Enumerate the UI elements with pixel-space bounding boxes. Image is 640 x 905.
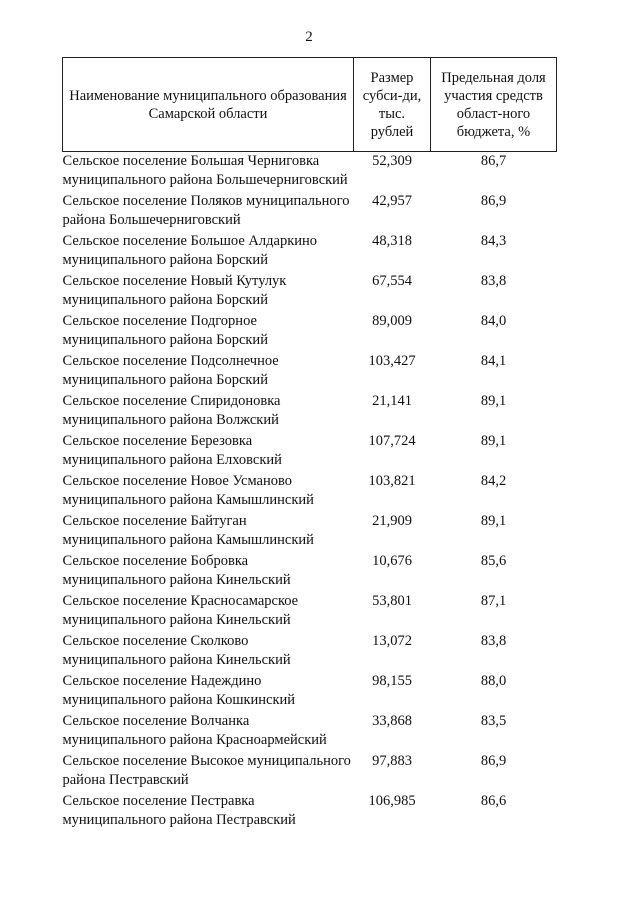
- municipality-name-cell: Сельское поселение Березовка муниципального района Елховский: [62, 433, 282, 468]
- budget-share-cell: 84,3: [480, 233, 507, 249]
- subsidy-amount-cell: 21,141: [372, 393, 412, 409]
- subsidy-amount-cell: 107,724: [368, 433, 416, 449]
- municipality-name-cell: Сельское поселение Сколково муниципального района Кинельский: [62, 633, 291, 668]
- budget-share-cell: 86,9: [480, 193, 507, 209]
- budget-share-cell: 89,1: [480, 513, 507, 529]
- municipality-name-cell: Сельское поселение Новый Кутулук муниципального района Борский: [62, 273, 287, 308]
- subsidy-amount-cell: 48,318: [372, 233, 412, 249]
- municipality-name-cell: Сельское поселение Байтуган муниципального района Камышлинский: [62, 513, 314, 548]
- table-row: [63, 632, 557, 672]
- municipality-name-cell: Сельское поселение Новое Усманово муниципального района Камышлинский: [62, 473, 314, 508]
- subsidy-amount-cell: 97,883: [372, 753, 412, 769]
- budget-share-cell: 83,8: [480, 273, 507, 289]
- table-row: [63, 312, 557, 352]
- subsidy-amount-cell: 13,072: [372, 633, 412, 649]
- table-row: [63, 552, 557, 592]
- subsidy-table: [62, 57, 557, 832]
- subsidy-amount-cell: 21,909: [372, 513, 412, 529]
- table-body: [63, 152, 557, 833]
- budget-share-cell: 84,2: [480, 473, 507, 489]
- municipality-name-cell: Сельское поселение Высокое муниципального района Пестравский: [62, 753, 351, 788]
- table-row: [63, 192, 557, 232]
- budget-share-cell: 87,1: [480, 593, 507, 609]
- subsidy-amount-cell: 89,009: [372, 313, 412, 329]
- budget-share-cell: 83,5: [480, 713, 507, 729]
- subsidy-amount-cell: 33,868: [372, 713, 412, 729]
- municipality-name-cell: Сельское поселение Красносамарское муниципального района Кинельский: [62, 593, 299, 628]
- table-row: [63, 232, 557, 272]
- budget-share-cell: 89,1: [480, 433, 507, 449]
- municipality-name-cell: Сельское поселение Поляков муниципального района Большечерниговский: [62, 193, 350, 228]
- page-number: 2: [305, 29, 313, 45]
- subsidy-amount-cell: 53,801: [372, 593, 412, 609]
- subsidy-amount-cell: 103,427: [368, 353, 416, 369]
- table-row: [63, 672, 557, 712]
- municipality-name-cell: Сельское поселение Подгорное муниципального района Борский: [62, 313, 268, 348]
- municipality-name-cell: Сельское поселение Бобровка муниципального района Кинельский: [62, 553, 291, 588]
- subsidy-amount-cell: 67,554: [372, 273, 412, 289]
- table-row: [63, 472, 557, 512]
- header-municipality-name: Наименование муниципального образования Самарской области: [63, 58, 354, 152]
- table-row: [63, 272, 557, 312]
- budget-share-cell: 84,0: [480, 313, 507, 329]
- table-row: [63, 352, 557, 392]
- table-row: [63, 592, 557, 632]
- header-budget-share: Предельная доля участия средств област-ного бюджета, %: [431, 58, 557, 152]
- table-header-row: [63, 58, 557, 152]
- municipality-name-cell: Сельское поселение Пестравка муниципального района Пестравский: [62, 793, 296, 828]
- budget-share-cell: 89,1: [480, 393, 507, 409]
- budget-share-cell: 88,0: [480, 673, 507, 689]
- municipality-name-cell: Сельское поселение Надеждино муниципального района Кошкинский: [62, 673, 296, 708]
- municipality-name-cell: Сельское поселение Спиридоновка муниципального района Волжский: [62, 393, 281, 428]
- table-row: [63, 152, 557, 193]
- table-row: [63, 512, 557, 552]
- subsidy-amount-cell: 106,985: [368, 793, 416, 809]
- subsidy-amount-cell: 52,309: [372, 153, 412, 169]
- subsidy-amount-cell: 42,957: [372, 193, 412, 209]
- budget-share-cell: 86,9: [480, 753, 507, 769]
- municipality-name-cell: Сельское поселение Большое Алдаркино муниципального района Борский: [62, 233, 318, 268]
- header-subsidy-amount: Размер субси-ди, тыс. рублей: [354, 58, 431, 152]
- table-row: [63, 432, 557, 472]
- municipality-name-cell: Сельское поселение Подсолнечное муниципального района Борский: [62, 353, 279, 388]
- budget-share-cell: 83,8: [480, 633, 507, 649]
- municipality-name-cell: Сельское поселение Большая Черниговка муниципального района Большечерниговский: [62, 153, 348, 188]
- budget-share-cell: 86,6: [480, 793, 507, 809]
- budget-share-cell: 85,6: [480, 553, 507, 569]
- subsidy-amount-cell: 103,821: [368, 473, 416, 489]
- table-row: [63, 752, 557, 792]
- table-row: [63, 392, 557, 432]
- subsidy-amount-cell: 10,676: [372, 553, 412, 569]
- subsidy-amount-cell: 98,155: [372, 673, 412, 689]
- table-row: [63, 712, 557, 752]
- budget-share-cell: 86,7: [480, 153, 507, 169]
- table-row: [63, 792, 557, 832]
- budget-share-cell: 84,1: [480, 353, 507, 369]
- municipality-name-cell: Сельское поселение Волчанка муниципального района Красноармейский: [62, 713, 327, 748]
